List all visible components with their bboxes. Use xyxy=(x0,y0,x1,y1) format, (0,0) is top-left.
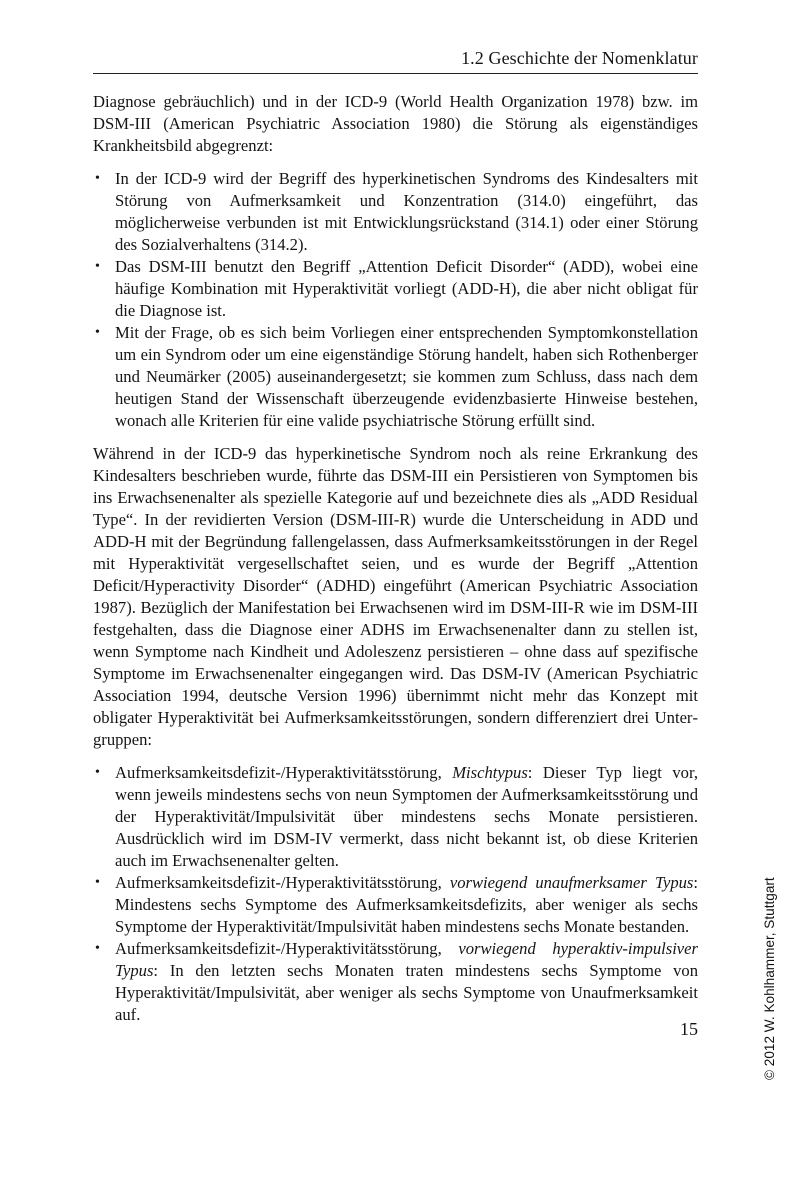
subtype-description: : In den letzten sechs Monaten traten mindestens sechs Symptome von Hyperaktivität/Impulsivität, aber weniger als sechs Symptome von Unaufmerksamkeit auf. xyxy=(115,961,698,1024)
bullet-list-1 xyxy=(93,168,698,432)
list-item xyxy=(93,168,698,256)
list-item xyxy=(93,322,698,432)
bullet-icon: • xyxy=(95,941,100,956)
subtype-description: : Mindestens sechs Symptome des Aufmerksamkeitsdefizits, aber weniger als sechs Symptome der Hyperaktivität/Impulsivität haben mindestens sechs Monate bestanden. xyxy=(115,873,698,936)
subtype-name: vorwiegend unaufmerksamer Typus xyxy=(449,873,694,892)
subtype-item xyxy=(93,762,698,872)
list-item-text: In der ICD-9 wird der Begriff des hyperkinetischen Syndroms des Kindesalters mit Störung von Aufmerksamkeit und Konzentration (314.0) eingeführt, das möglicherweise verbunden ist mit Entwicklungsrückstand (314.1) oder einer Störung des Sozialverhaltens (314.2). xyxy=(115,169,698,254)
bullet-icon: • xyxy=(95,259,100,274)
intro-paragraph: Diagnose gebräuchlich) und in der ICD-9 (World Health Organization 1978) bzw. im DSM-III (American Psychiatric Association 1980) die Störung als eigenständiges Krankheitsbild abgegrenzt: xyxy=(93,92,698,155)
copyright-notice: © 2012 W. Kohlhammer, Stuttgart xyxy=(762,877,777,1080)
subtype-name: vorwiegend hyperaktiv-impulsiver Typus xyxy=(115,939,698,980)
bullet-icon: • xyxy=(95,171,100,186)
subtype-item xyxy=(93,872,698,938)
page-number: 15 xyxy=(680,1019,698,1039)
subtype-description: : Dieser Typ liegt vor, wenn jeweils mindestens sechs von neun Symptomen der Aufmerksamkeitsstörung und der Hyperaktivität/Impulsivität über mindestens sechs Monate persistieren. Ausdrücklich wird im DSM-IV vermerkt, dass nicht bekannt ist, ob diese Kriterien auch im Erwachsenenalter gelten. xyxy=(115,763,698,870)
list-item-text: Mit der Frage, ob es sich beim Vorliegen einer entsprechenden Symptomkonstellation um ein Syndrom oder um eine eigenständige Störung handelt, haben sich Rothenberger und Neumärker (2005) auseinandergesetzt; sie kommen zum Schluss, dass nach dem heutigen Stand der Wissenschaft überzeugende evidenzbasierte Hinweise bestehen, wonach alle Kriterien für eine valide psychiatrische Störung erfüllt sind. xyxy=(115,323,698,430)
subtype-item xyxy=(93,938,698,1026)
subtype-prefix: Aufmerksamkeitsdefizit-/Hyperaktivitätsstörung, xyxy=(115,939,459,958)
bullet-icon: • xyxy=(95,875,100,890)
list-item-text: Das DSM-III benutzt den Begriff „Attention Deficit Disorder“ (ADD), wobei eine häufige Kombination mit Hyperaktivität vorliegt (ADD-H), die aber nicht obligat für die Diagnose ist. xyxy=(115,257,698,320)
bullet-icon: • xyxy=(95,325,100,340)
running-header: 1.2 Geschichte der Nomenklatur xyxy=(461,48,698,68)
subtype-name: Mischtypus xyxy=(452,763,528,782)
subtype-prefix: Aufmerksamkeitsdefizit-/Hyperaktivitätsstörung, xyxy=(115,763,453,782)
main-paragraph: Während in der ICD-9 das hyperkinetische Syndrom noch als reine Erkrankung des Kindesalters beschrieben wurde, führte das DSM-III ein Persistieren von Symptomen bis ins Erwachsenenalter als spezielle Kategorie auf und bezeichnete dies als „ADD Residual Type“. In der revidierten Version (DSM-III-R) wurde die Unterscheidung in ADD und ADD-H mit der Begründung fallengelassen, dass Aufmerksamkeitsstörungen in der Regel mit Hyperaktivität vergesellschaftet seien, und es wurde der Begriff „Attention Deficit/Hyperactivity Disorder“ (ADHD) eingeführt (American Psychiatric Association 1987). Bezüglich der Manifestation bei Erwachsenen wird im DSM-III-R wie im DSM-III festgehalten, dass die Diagnose einer ADHS im Erwachsenenalter dann zu stellen ist, wenn Symptome nach Kindheit und Adoleszenz persistieren – ohne dass auf spezifische Symptome im Erwachsenenalter eingegangen wird. Das DSM-IV (American Psychiatric Association 1994, deutsche Version 1996) übernimmt nicht mehr das Konzept mit obligater Hyperaktivität bei Aufmerksamkeitsstörungen, sondern differenziert drei Untergruppen: xyxy=(93,444,698,749)
subtype-prefix: Aufmerksamkeitsdefizit-/Hyperaktivitätsstörung, xyxy=(115,873,450,892)
page-body xyxy=(93,91,698,1026)
header-rule xyxy=(93,73,698,74)
list-item xyxy=(93,256,698,322)
bullet-list-2 xyxy=(93,762,698,1026)
bullet-icon: • xyxy=(95,765,100,780)
